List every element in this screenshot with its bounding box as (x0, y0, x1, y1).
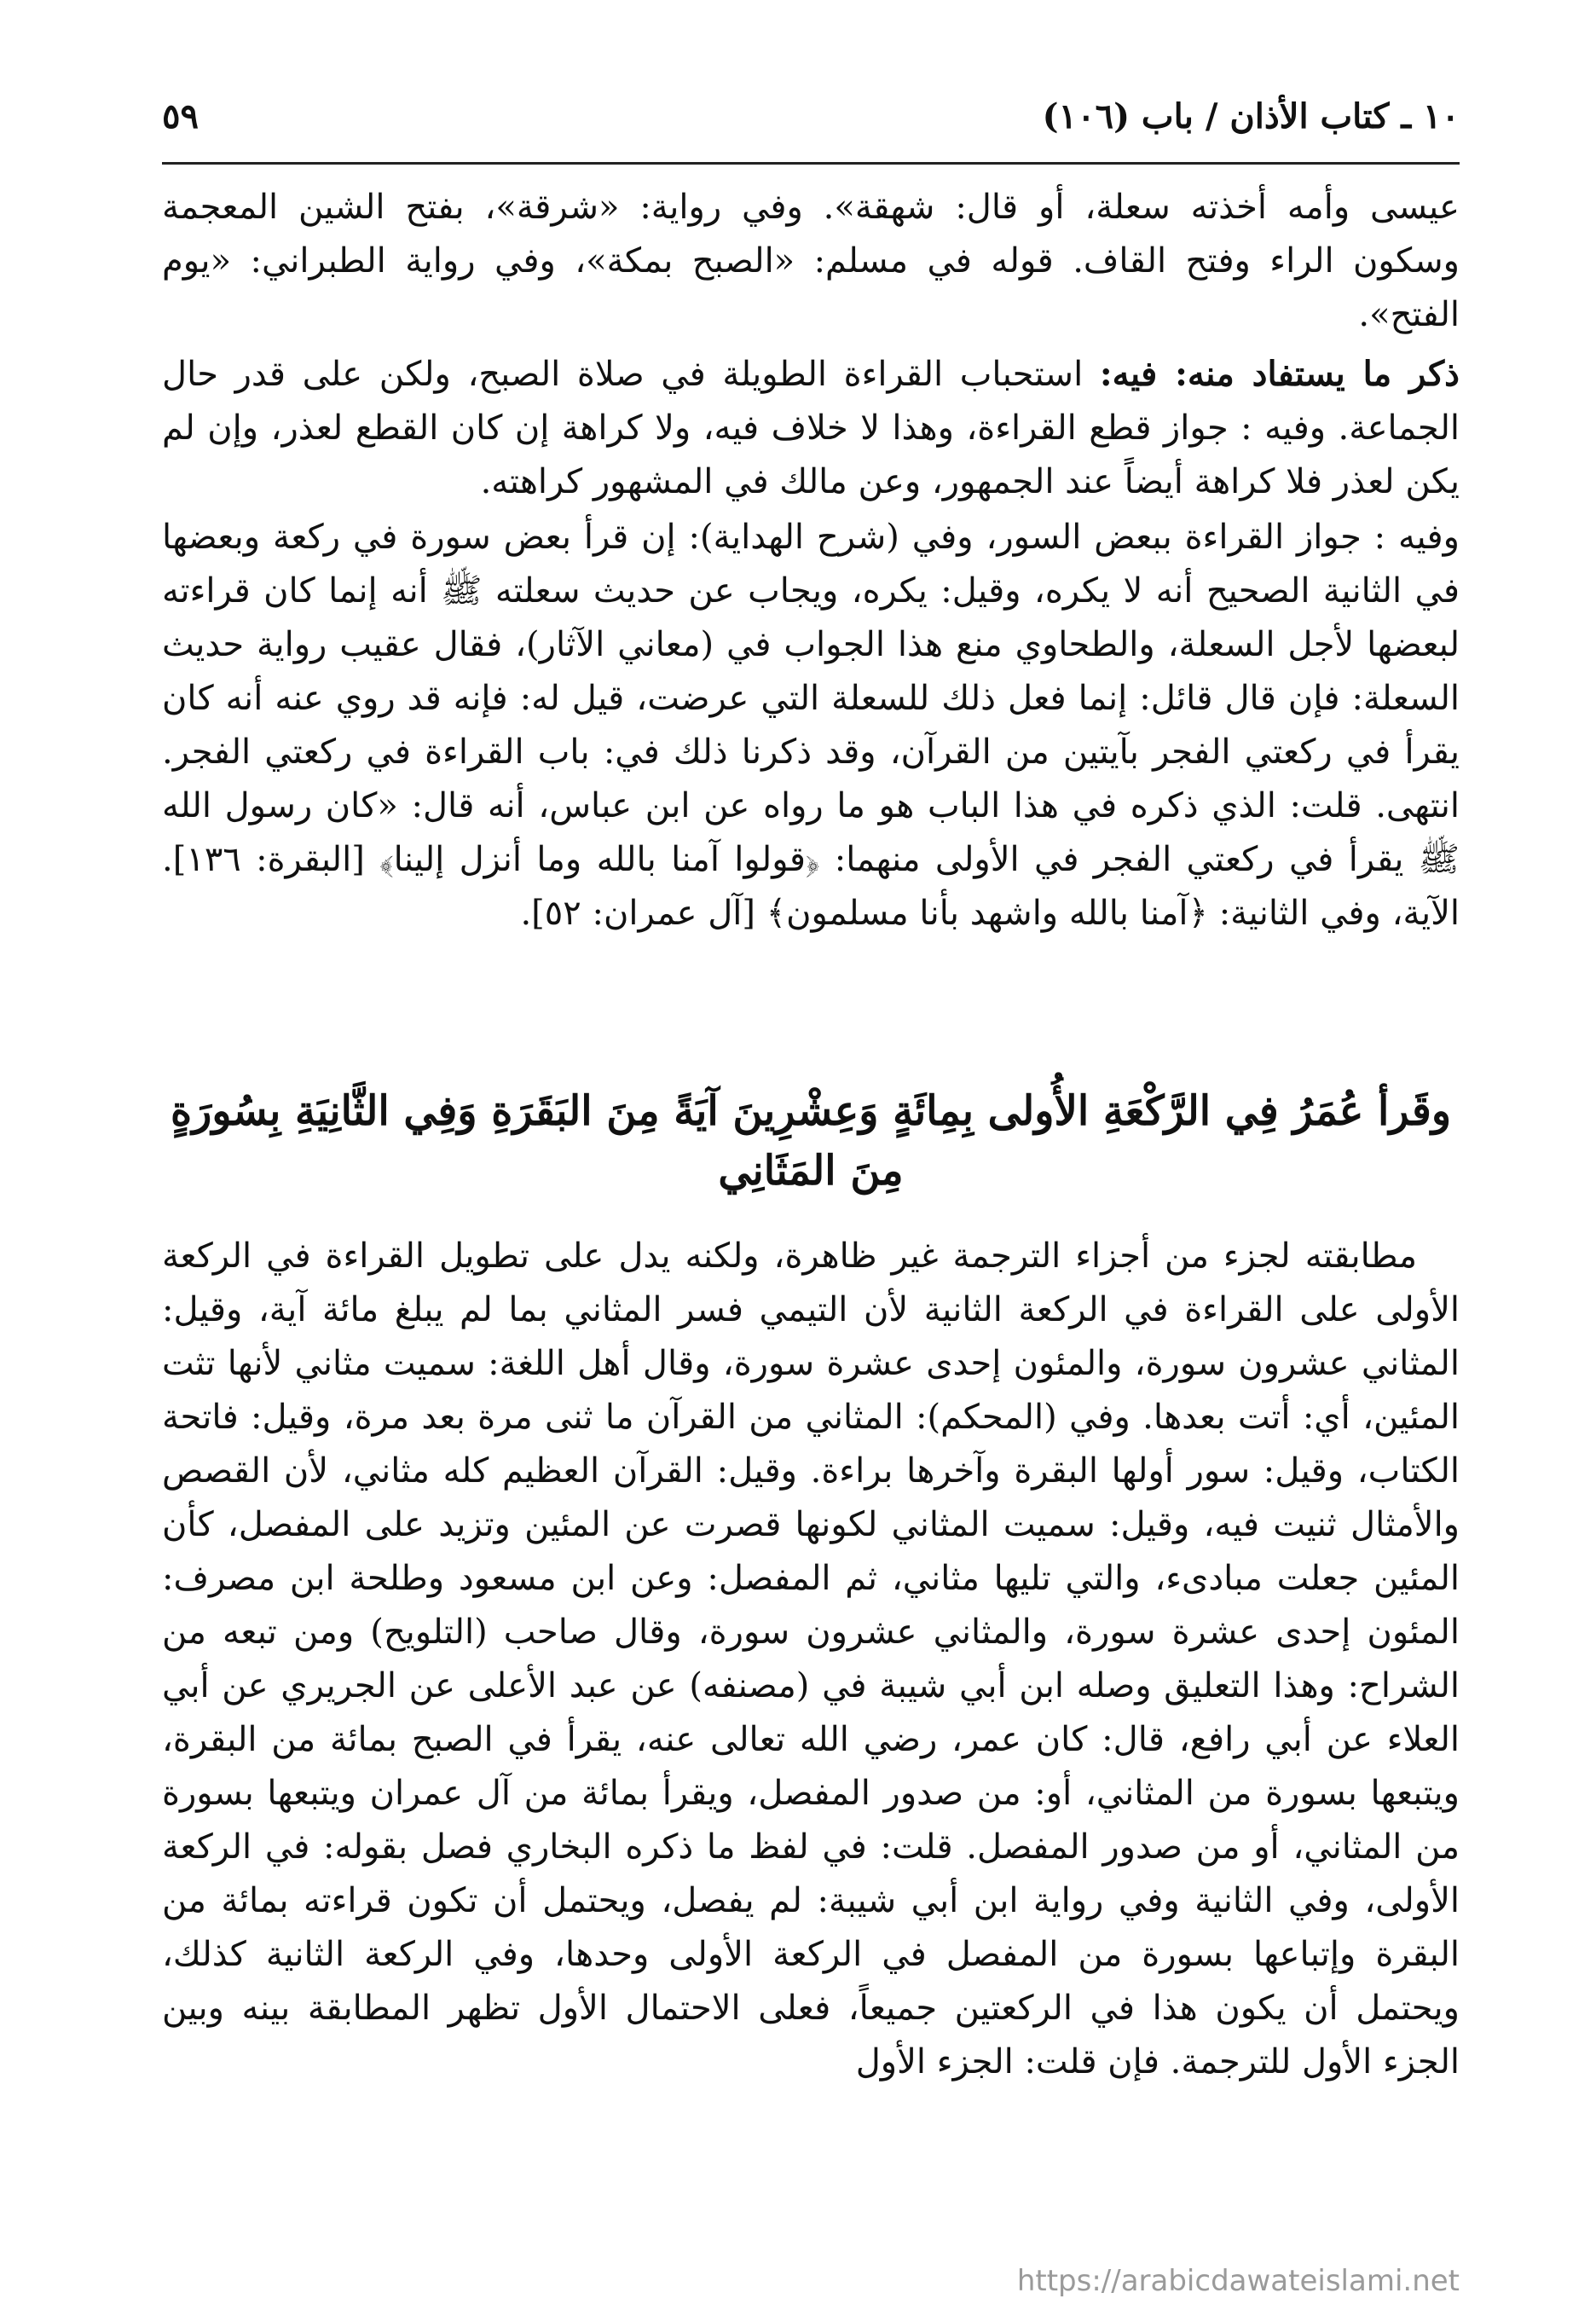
heading-commentary (162, 1230, 1460, 2089)
page-header (162, 90, 1460, 158)
benefits-lead: ذكر ما يستفاد منه: فيه: (1099, 354, 1460, 394)
page-number: ٥٩ (162, 96, 199, 136)
chapter-heading: وقَرأ عُمَرُ فِي الرَّكْعَةِ الأُولى بِمِائَةٍ وَعِشْرِينَ آيَةً مِنَ البَقَرَةِ وَفِي الثَّانِيَةِ بِسُورَةٍ مِنَ المَثَانِي (171, 1087, 1451, 1195)
site-watermark: https://arabicdawateislami.net (1016, 2264, 1460, 2298)
intro-paragraph: عيسى وأمه أخذته سعلة، أو قال: شهقة». وفي رواية: «شرقة»، بفتح الشين المعجمة وسكون الراء وفتح القاف. قوله في مسلم: «الصبح بمكة»، وفي رواية الطبراني: «يوم الفتح». (162, 188, 1460, 334)
header-divider (162, 162, 1460, 165)
running-title: ١٠ ـ كتاب الأذان / باب (١٠٦) (1042, 96, 1460, 136)
benefits-text: استحباب القراءة الطويلة في صلاة الصبح، ولكن على قدر حال الجماعة. وفيه : جواز قطع القراءة، وهذا لا خلاف فيه، ولا كراهة إن كان القطع لعذر، وإن لم يكن لعذر فلا كراهة أيضاً عند الجمهور، وعن مالك في المشهور كراهته. (162, 355, 1460, 501)
benefits-paragraph (162, 347, 1460, 509)
commentary-continued (162, 181, 1460, 941)
commentary-paragraph: مطابقته لجزء من أجزاء الترجمة غير ظاهرة، ولكنه يدل على تطويل القراءة في الركعة الأولى على القراءة في الركعة الثانية لأن التيمي فسر المثاني بما لم يبلغ مائة آية، وقيل: المثاني عشرون سورة، والمئون إحدى عشرة سورة، وقال أهل اللغة: سميت مثاني لأنها تثت المئين، أي: أتت بعدها. وفي (المحكم): المثاني من القرآن ما ثنى مرة بعد مرة، وقيل: فاتحة الكتاب، وقيل: سور أولها البقرة وآخرها براءة. وقيل: القرآن العظيم كله مثاني، لأن القصص والأمثال ثنيت فيه، وقيل: سميت المثاني لكونها قصرت عن المئين وتزيد على المفصل، كأن المئين جعلت مبادىء، والتي تليها مثاني، ثم المفصل: وعن ابن مسعود وطلحة ابن مصرف: المئون إحدى عشرة سورة، والمثاني عشرون سورة، وقال صاحب (التلويح) ومن تبعه من الشراح: وهذا التعليق وصله ابن أبي شيبة في (مصنفه) عن عبد الأعلى عن الجريري عن أبي العلاء عن أبي رافع، قال: كان عمر، رضي الله تعالى عنه، يقرأ في الصبح بمائة من البقرة، ويتبعها بسورة من المثاني، أو: من صدور المفصل، ويقرأ بمائة من آل عمران ويتبعها بسورة من المثاني، أو من صدور المفصل. قلت: في لفظ ما ذكره البخاري فصل بقوله: في الركعة الأولى، وفي الثانية وفي رواية ابن أبي شيبة: لم يفصل، ويحتمل أن تكون قراءته بمائة من البقرة وإتباعها بسورة من المفصل في الركعة الأولى وحدها، وفي الركعة الثانية كذلك، ويحتمل أن يكون هذا في الركعتين جميعاً، فعلى الاحتمال الأول تظهر المطابقة بينه وبين الجزء الأول للترجمة. فإن قلت: الجزء الأول (162, 1236, 1460, 2082)
reading-parts-paragraph: وفيه : جواز القراءة ببعض السور، وفي (شرح الهداية): إن قرأ بعض سورة في ركعة وبعضها في الثانية الصحيح أنه لا يكره، وقيل: يكره، ويجاب عن حديث سعلته ﷺ أنه إنما كان قراءته لبعضها لأجل السعلة، والطحاوي منع هذا الجواب في (معاني الآثار)، فقال عقيب رواية حديث السعلة: فإن قال قائل: إنما فعل ذلك للسعلة التي عرضت، قيل له: فإنه قد روي عنه أنه كان يقرأ في ركعتي الفجر بآيتين من القرآن، وقد ذكرنا ذلك في: باب القراءة في ركعتي الفجر. انتهى. قلت: الذي ذكره في هذا الباب هو ما رواه عن ابن عباس، أنه قال: «كان رسول الله ﷺ يقرأ في ركعتي الفجر في الأولى منهما: ﴿قولوا آمنا بالله وما أنزل إلينا﴾ [البقرة: ١٣٦]. الآية، وفي الثانية: ﴿آمنا بالله واشهد بأنا مسلمون﴾ [آل عمران: ٥٢]. (162, 518, 1460, 933)
